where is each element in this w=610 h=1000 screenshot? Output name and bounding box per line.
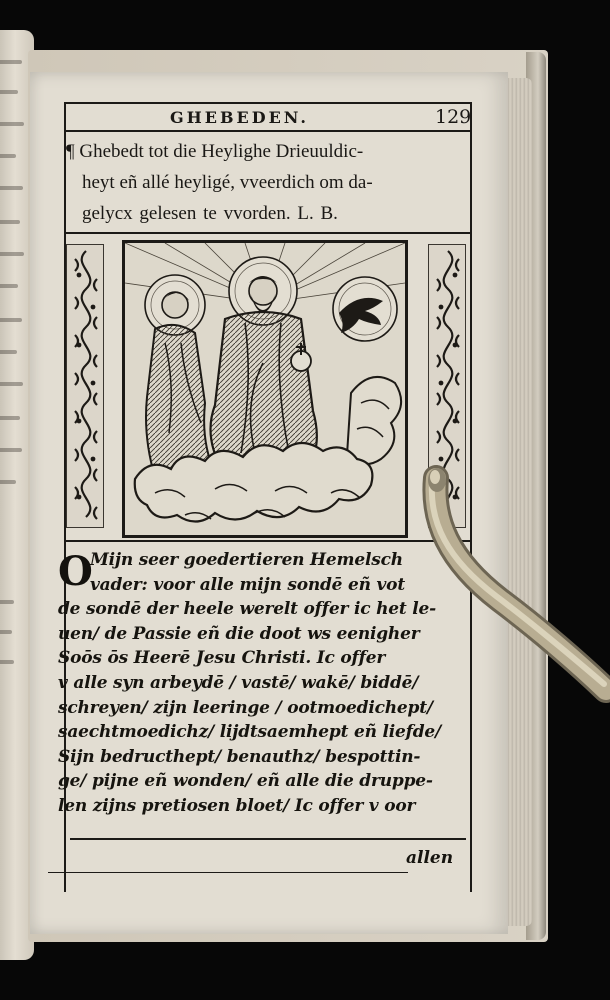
running-head: GHEBEDEN. (170, 108, 309, 127)
heading-line-2: heyt eñ allé heyligé, vveerdich om da- (82, 172, 373, 193)
catchword: allen (406, 848, 454, 868)
trinity-woodcut (122, 240, 408, 538)
text-line: Sijn bedructhept/ benauthz/ bespottin- (58, 746, 421, 767)
ornamental-border-left (66, 244, 104, 528)
drop-cap: O (58, 548, 93, 595)
heading-line-3: gelycx gelesen te vvorden. L. B. (82, 203, 338, 224)
text-line: schreyen/ zijn leeringe / ootmoedichept/ (58, 697, 433, 718)
prayer-heading (66, 136, 466, 229)
text-line: ge/ pijne eñ wonden/ eñ alle die druppe- (58, 771, 433, 792)
page-number: 129 (435, 106, 472, 128)
text-line: uen/ de Passie eñ die doot ws eenigher (58, 623, 420, 644)
heading-line-1: ¶ Ghebedt tot die Heylighe Drieuuldic- (66, 141, 364, 162)
text-line: Mijn seer goedertieren Hemelsch (90, 550, 403, 570)
text-line: Soōs ōs Heerē Jesu Christi. Ic offer (58, 648, 386, 669)
text-line: v alle syn arbeydē / vastē/ wakē/ biddē/ (58, 672, 419, 693)
ornamental-border-right (428, 244, 466, 528)
text-line: saechtmoedichz/ lijdtsaemhept eñ liefde/ (58, 722, 442, 743)
text-line: len zijns pretiosen bloet/ Ic offer v oor (58, 795, 416, 816)
text-line: vader: voor alle mijn sondē eñ vot (90, 574, 405, 595)
text-line: de sondē der heele werelt offer ic het le- (58, 599, 436, 620)
book-page (30, 72, 508, 934)
prayer-text (58, 548, 478, 819)
